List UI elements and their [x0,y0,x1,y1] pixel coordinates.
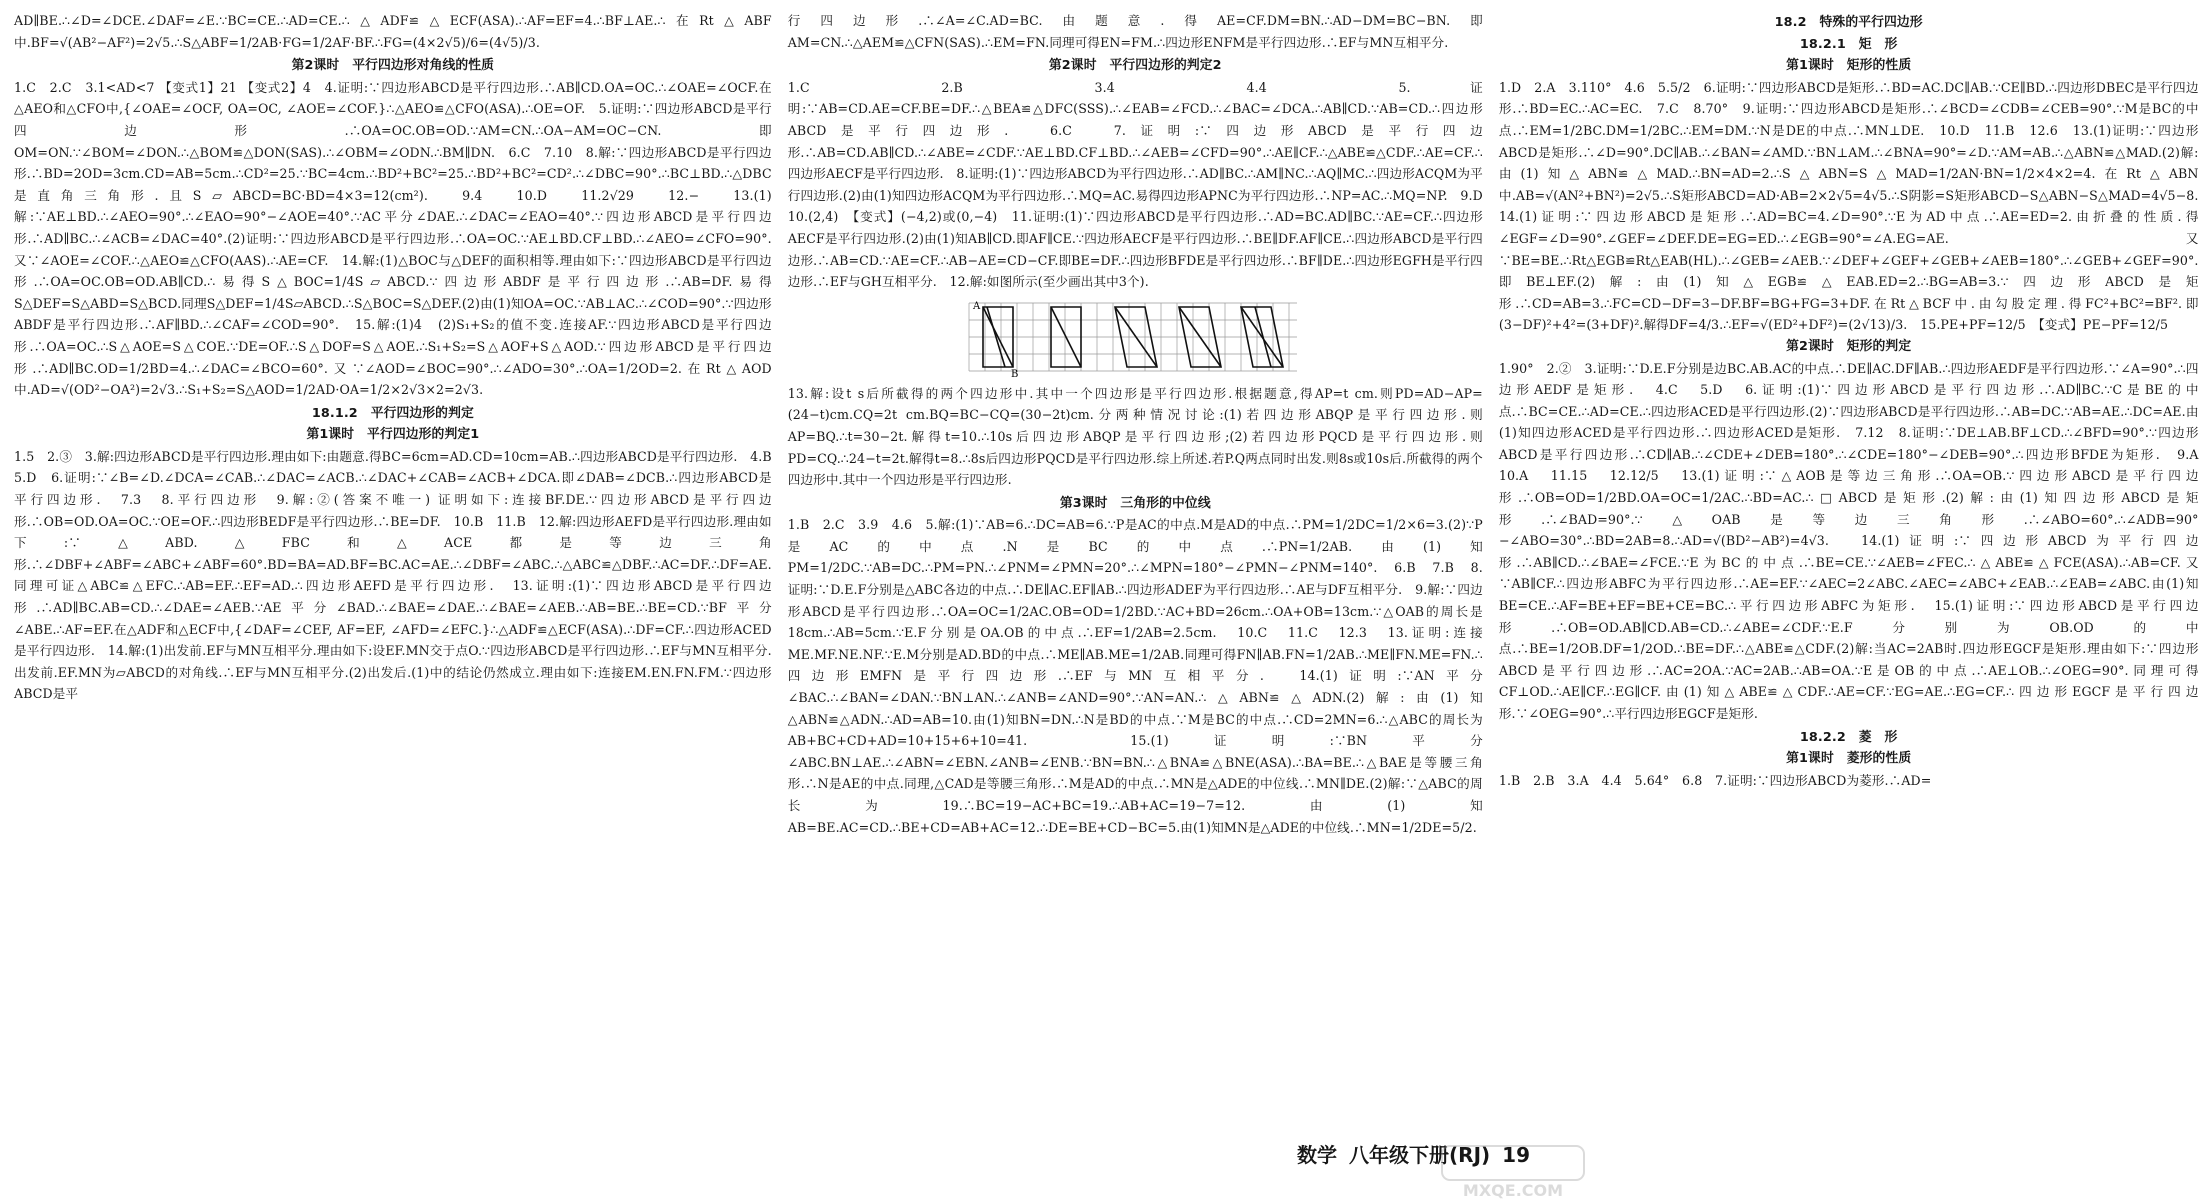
answer-paragraph: 1.C 2.B 3.4 4.4 5.证明:∵AB=CD.AE=CF.BE=DF.∴△BEA≌△DFC(SSS).∴∠EAB=∠FCD.∴∠BAC=∠DCA.∴AB∥CD.∵AB=CD.∴四边形ABCD是平行四边形. 6.C 7.证明:∵四边形ABCD是平行四边形.∴AB=CD.AB∥CD.∴∠ABE=∠CDF.∵AE⊥BD.CF⊥BD.∴∠AEB=∠CFD=90°.∴AE∥CF.∴△ABE≌△CDF.∴AE=CF.∴四边形AECF是平行四边形. 8.证明:(1)∵四边形ABCD为平行四边形.∴AD∥BC.∴AM∥NC.∴AQ∥MC.∴四边形ACQM为平行四边形.(2)由(1)知四边形ACQM为平行四边形.∴MQ=AC.易得四边形APNC为平行四边形.∴NP=AC.∴MQ=NP. 9.D 10.(2,4) 【变式】(−4,2)或(0,−4) 11.证明:(1)∵四边形ABCD是平行四边形.∴AD=BC.AD∥BC.∵AE=CF.∴四边形AECF是平行四边形.(2)由(1)知AB∥CD.即AF∥CE.∵四边形AECF是平行四边形.∴BE∥DF.AF∥CE.∴四边形ABCD是平行四边形.∴AB=CD.∵AE=CF.∴AB−AE=CD−CF.即BE=DF.∴四边形BFDE是平行四边形.∴BF∥DE.∴四边形EGFH是平行四边形.∴EF与GH互相平分. 12.解:如图所示(至少画出其中3个). [787,79,1496,290]
section-heading: 第3课时 三角形的中位线 [1059,495,1211,511]
answer-paragraph: 1.90° 2.② 3.证明:∵D.E.F分别是边BC.AB.AC的中点.∴DE∥AC.DF∥AB.∴四边形AEDF是平行四边形.∵∠A=90°.∴四边形AEDF是矩形. 4.C 5.D 6.证明:(1)∵四边形ABCD是平行四边形.∴AD∥BC.∵C是BE的中点.∴BC=CE.∴AD=CE.∴四边形ACED是平行四边形.(2)∵四边形ABCD是平行四边形.∴AB=DC.∵AB=AE.∴DC=AE.由(1)知四边形ACED是平行四边形.∴四边形ACED是矩形. 7.12 8.证明:∵DE⊥AB.BF⊥CD.∴∠BFD=90°.∵四边形ABCD是平行四边形.∴CD∥AB.∴∠CDE+∠DEB=180°.∴∠CDE=180°−∠DEB=90°.∴四边形BFDE为矩形. 9.A 10.A 11.15 12.12/5 13.(1)证明:∵△AOB是等边三角形.∴OA=OB.∵四边形ABCD是平行四边形.∴OB=OD=1/2BD.OA=OC=1/2AC.∴BD=AC.∴□ABCD是矩形.(2)解:由(1)知四边形ABCD是矩形.∴∠BAD=90°.∵△OAB是等边三角形.∴∠ABO=60°.∴∠ADB=90°−∠ABO=30°.∴BD=2AB=8.∴AD=√(BD²−AB²)=4√3. 14.(1)证明:∵四边形ABCD为平行四边形.∴AB∥CD.∴∠BAE=∠FCE.∵E为BC的中点.∴BE=CE.∵∠AEB=∠FEC.∴△ABE≌△FCE(ASA).∴AB=CF.又∵AB∥CF.∴四边形ABFC为平行四边形.∴AE=EF.∵∠AEC=2∠ABC.∠AEC=∠ABC+∠EAB.∴∠EAB=∠ABC.由(1)知BE=CE.∴AF=BE+EF=BE+CE=BC.∴平行四边形ABFC为矩形. 15.(1)证明:∵四边形ABCD是平行四边形.∴OB=OD.AB∥CD.AB=CD.∴∠ABE=∠CDF.∵E.F分别为OB.OD的中点.∴BE=1/2OB.DF=1/2OD.∴BE=DF.∴△ABE≌△CDF.(2)解:当AC=2AB时.四边形EGCF是矩形.理由如下:∵四边形ABCD是平行四边形.∴AC=2OA.∵AC=2AB.∴AB=OA.∵E是OB的中点.∴AE⊥OB.∴∠OEG=90°.同理可得CF⊥OD.∴AE∥CF.∴EG∥CF.由(1)知△ABE≌△CDF.∴AE=CF.∵EG=AE.∴EG=CF.∴四边形EGCF是平行四边形.∵∠OEG=90°.∴平行四边形EGCF是矩形. [1498,360,2199,721]
column-middle-top [787,10,1496,293]
columns [14,10,2199,1140]
answer-paragraph: 1.B 2.C 3.9 4.6 5.解:(1)∵AB=6.∴DC=AB=6.∵P是AC的中点.M是AD的中点.∴PM=1/2DC=1/2×6=3.(2)∵P是AC的中点.N是BC的中点.∴PN=1/2AB.由(1)知PM=1/2DC.∵AB=DC.∴PM=PN.∴∠PNM=∠PMN=20°.∴∠MPN=180°−∠PMN−∠PNM=140°. 6.B 7.B 8.证明:∵D.E.F分别是△ABC各边的中点.∴DE∥AC.EF∥AB.∴四边形ADEF为平行四边形.∴AE与DF互相平分. 9.解:∵四边形ABCD是平行四边形.∴OA=OC=1/2AC.OB=OD=1/2BD.∵AC+BD=26cm.∴OA+OB=13cm.∵△OAB的周长是18cm.∴AB=5cm.∵E.F分别是OA.OB的中点.∴EF=1/2AB=2.5cm. 10.C 11.C 12.3 13.证明:连接ME.MF.NE.NF.∵E.M分别是AD.BD的中点.∴ME∥AB.ME=1/2AB.同理可得FN∥AB.FN=1/2AB.∴ME∥FN.ME=FN.∴四边形EMFN是平行四边形.∴EF与MN互相平分. 14.(1)证明:∵AN平分∠BAC.∴∠BAN=∠DAN.∵BN⊥AN.∴∠ANB=∠AND=90°.∵AN=AN.∴△ABN≌△ADN.(2)解:由(1)知△ABN≌△ADN.∴AD=AB=10.由(1)知BN=DN.∴N是BD的中点.∵M是BC的中点.∴CD=2MN=6.∴△ABC的周长为AB+BC+CD+AD=10+15+6+10=41. 15.(1)证明:∵BN平分∠ABC.BN⊥AE.∴∠ABN=∠EBN.∠ANB=∠ENB.∵BN=BN.∴△BNA≌△BNE(ASA).∴BA=BE.∴△BAE是等腰三角形.∴N是AE的中点.同理,△CAD是等腰三角形.∴M是AD的中点.∴MN是△ADE的中位线.∴MN∥DE.(2)解:∵△ABC的周长为19.∴BC=19−AC+BC=19.∴AB+AC=19−7=12.由(1)知AB=BE.AC=CD.∴BE+CD=AB+AC=12.∴DE=BE+CD−BC=5.由(1)知MN是△ADE的中位线.∴MN=1/2DE=5/2. [787,517,1483,835]
section-heading: 第2课时 平行四边形对角线的性质 [291,58,495,74]
parallelogram-figure [788,297,1483,380]
column-right [1499,10,2199,1140]
footer-grade: 八年级下册(RJ) [1349,1143,1491,1167]
answer-paragraph: 1.B 2.B 3.A 4.4 5.64° 6.8 7.证明:∵四边形ABCD为菱形.∴AD= [1498,772,1932,788]
watermark-logo [1438,1142,1588,1200]
answer-paragraph: 行四边形.∴∠A=∠C.AD=BC.由题意.得AE=CF.DM=BN.∴AD−DM=BC−BN.即AM=CN.∴△AEM≌△CFN(SAS).∴EM=FN.同理可得EN=FM.∴四边形ENFM是平行四边形.∴EF与MN互相平分. [787,13,1483,50]
figure-label-b: B [1011,368,1019,380]
answer-paragraph: 13.解:设t s后所截得的两个四边形中.其中一个四边形是平行四边形.根据题意,得AP=t cm.则PD=AD−AP=(24−t)cm.CQ=2t cm.BQ=BC−CQ=(30−2t)cm.分两种情况讨论:(1)若四边形ABQP是平行四边形.则AP=BQ.∴t=30−2t.解得t=10.∴10s后四边形ABQP是平行四边形;(2)若四边形PQCD是平行四边形.则PD=CQ.∴24−t=2t.解得t=8.∴8s后四边形PQCD是平行四边形.综上所述.若P.Q两点同时出发.则8s或10s后.所截得的两个四边形中.其中一个四边形是平行四边形. [787,385,1483,488]
grid-drawing [965,297,1305,380]
section-heading: 第1课时 矩形的性质 [1786,58,1912,74]
section-heading: 18.1.2 平行四边形的判定 [311,405,474,421]
column-middle-bottom [788,383,1483,838]
column-left [14,10,785,1140]
section-heading: 第1课时 菱形的性质 [1786,751,1912,767]
watermark-text: MXQE.COM [1462,1181,1564,1200]
page-number: 19 [1502,1143,1530,1167]
answer-paragraph: AD∥BE.∴∠D=∠DCE.∠DAF=∠E.∵BC=CE.∴AD=CE.∴△ADF≌△ECF(ASA).∴AF=EF=4.∴BF⊥AE.∴在Rt△ABF中.BF=√(AB²−AF²)=2√5.∴S△ABF=1/2AB·FG=1/2AF·BF.∴FG=(4×2√5)/6=(4√5)/3. [14,13,772,50]
section-heading: 18.2.1 矩 形 [1799,36,1898,52]
answer-paragraph: 1.D 2.A 3.110° 4.6 5.5/2 6.证明:∵四边形ABCD是矩形.∴BD=AC.DC∥AB.∵CE∥BD.∴四边形DBEC是平行四边形.∴BD=EC.∴AC=EC. 7.C 8.70° 9.证明:∵四边形ABCD是矩形.∴∠BCD=∠CDB=∠CEB=90°.∵M是BC的中点.∴EM=1/2BC.DM=1/2BC.∴EM=DM.∵N是DE的中点.∴MN⊥DE. 10.D 11.B 12.6 13.(1)证明:∵四边形ABCD是矩形.∴∠D=90°.DC∥AB.∴∠BAN=∠AMD.∵BN⊥AM.∴∠BNA=90°=∠D.∵AM=AB.∴△ABN≌△MAD.(2)解:由(1)知△ABN≌△MAD.∴BN=AD=2.∴S△ABN=S△MAD=1/2AN·BN=1/2×4×2=4.在Rt△ABN中.AB=√(AN²+BN²)=2√5.∴S矩形ABCD=AD·AB=2×2√5=4√5.∴S阴影=S矩形ABCD−S△ABN−S△MAD=4√5−8. 14.(1)证明:∵四边形ABCD是矩形.∴AD=BC=4.∠D=90°.∵E为AD中点.∴AE=ED=2.由折叠的性质.得∠EGF=∠D=90°.∠GEF=∠DEF.DE=EG=ED.∴∠EGB=90°=∠A.EG=AE.又∵BE=BE.∴Rt△EGB≌Rt△EAB(HL).∴∠GEB=∠AEB.∵∠DEF+∠GEF+∠GEB+∠AEB=180°.∴∠GEB+∠GEF=90°.即BE⊥EF.(2)解:由(1)知△EGB≌△EAB.ED=2.∴BG=AB=3.∵四边形ABCD是矩形.∴CD=AB=3.∴FC=CD−DF=3−DF.BF=BG+FG=3+DF.在Rt△BCF中.由勾股定理.得FC²+BC²=BF².即(3−DF)²+4²=(3+DF)².解得DF=4/3.∴EF=√(ED²+DF²)=(2√13)/3. 15.PE+PF=12/5 【变式】PE−PF=12/5 [1498,79,2199,333]
section-heading: 18.2 特殊的平行四边形 [1774,15,1923,30]
column-middle [787,10,1496,1140]
section-heading: 第2课时 矩形的判定 [1786,338,1912,354]
figure-label-a: A [973,300,981,312]
answer-paragraph: 1.C 2.C 3.1<AD<7 【变式1】21 【变式2】4 4.证明:∵四边形ABCD是平行四边形.∴AB∥CD.OA=OC.∴∠OAE=∠OCF.在△AEO和△CFO中,{∠OAE=∠OCF, OA=OC, ∠AOE=∠COF.}∴△AEO≌△CFO(ASA).∴OE=OF. 5.证明:∵四边形ABCD是平行四边形.∴OA=OC.OB=OD.∵AM=CN.∴OA−AM=OC−CN.即OM=ON.∵∠BOM=∠DON.∴△BOM≌△DON(SAS).∴∠OBM=∠ODN.∴BM∥DN. 6.C 7.10 8.解:∵四边形ABCD是平行四边形.∴BD=2OD=3cm.CD=AB=5cm.∴CD²=25.∵BC=4cm.∴BD²+BC²=25.∴BD²+BC²=CD².∴∠DBC=90°.∴BC⊥BD.∴△DBC是直角三角形.且S▱ABCD=BC·BD=4×3=12(cm²). 9.4 10.D 11.2√29 12.− 13.(1)解:∵AE⊥BD.∴∠AEO=90°.∴∠EAO=90°−∠AOE=40°.∵AC平分∠DAE.∴∠DAC=∠EAO=40°.∵四边形ABCD是平行四边形.∴AD∥BC.∴∠ACB=∠DAC=40°.(2)证明:∵四边形ABCD是平行四边形.∴OA=OC.∵AE⊥BD.CF⊥BD.∴∠AEO=∠CFO=90°.又∵∠AOE=∠COF.∴△AEO≌△CFO(AAS).∴AE=CF. 14.解:(1)△BOC与△DEF的面积相等.理由如下:∵四边形ABCD是平行四边形.∴OA=OC.OB=OD.AB∥CD.∴易得S△BOC=1/4S▱ABCD.∵四边形ABDF是平行四边形.∴AB=DF.易得S△DEF=S△ABD=S△BCD.同理S△DEF=1/4S▱ABCD.∴S△BOC=S△DEF.(2)由(1)知OA=OC.∵AB⊥AC.∴∠COD=90°.∵四边形ABDF是平行四边形.∴AF∥BD.∴∠CAF=∠COD=90°. 15.解:(1)4 (2)S₁+S₂的值不变.连接AF.∵四边形ABCD是平行四边形.∴OA=OC.∴S△AOE=S△COE.∵DE=OF.∴S△DOF=S△AOE.∴S₁+S₂=S△AOF+S△AOD.∵四边形ABCD是平行四边形.∴AD∥BC.OD=1/2BD=4.∴∠DAC=∠BCO=60°.又∵∠AOD=∠BOC=90°.∴∠ADO=30°.∴OA=1/2OD=2.在Rt△AOD中.AD=√(OD²−OA²)=2√3.∴S₁+S₂=S△AOD=1/2AD·OA=1/2×2√3×2=2√3. [14,79,772,398]
section-heading: 第1课时 平行四边形的判定1 [306,427,480,443]
section-heading: 18.2.2 菱 形 [1799,729,1898,745]
footer-subject: 数学 [1297,1143,1338,1167]
section-heading: 第2课时 平行四边形的判定2 [1048,58,1222,74]
answer-paragraph: 1.5 2.③ 3.解:四边形ABCD是平行四边形.理由如下:由题意.得BC=6cm=AD.CD=10cm=AB.∴四边形ABCD是平行四边形. 4.B 5.D 6.证明:∵∠B=∠D.∠DCA=∠CAB.∴∠DAC=∠ACB.∴∠DAC+∠CAB=∠ACB+∠DCA.即∠DAB=∠DCB.∴四边形ABCD是平行四边形. 7.3 8.平行四边形 9.解:②(答案不唯一) 证明如下:连接BF.DE.∵四边形ABCD是平行四边形.∴OB=OD.OA=OC.∵OE=OF.∴四边形BEDF是平行四边形.∴BE=DF. 10.B 11.B 12.解:四边形AEFD是平行四边形.理由如下:∵△ABD.△FBC和△ACE都是等边三角形.∴∠DBF+∠ABF=∠ABC+∠ABF=60°.BD=BA=AD.BF=BC.AC=AE.∴∠DBF=∠ABC.∴△ABC≌△DBF.∴AC=DF.∴DF=AE.同理可证△ABC≌△EFC.∴AB=EF.∴EF=AD.∴四边形AEFD是平行四边形. 13.证明:(1)∵四边形ABCD是平行四边形.∴AD∥BC.AB=CD.∴∠DAE=∠AEB.∵AE平分∠BAD.∴∠BAE=∠DAE.∴∠BAE=∠AEB.∴AB=BE.∴BE=CD.∵BF平分∠ABE.∴AF=EF.在△ADF和△ECF中,{∠DAF=∠CEF, AF=EF, ∠AFD=∠EFC.}∴△ADF≌△ECF(ASA).∴DF=CF.∴四边形ACED是平行四边形. 14.解:(1)出发前.EF与MN互相平分.理由如下:设EF.MN交于点O.∵四边形ABCD是平行四边形.∴EF与MN互相平分.出发前.EF.MN为▱ABCD的对角线.∴EF与MN互相平分.(2)出发后.(1)中的结论仍然成立.理由如下:连接EM.EN.FN.FM.∵四边形ABCD是平 [14,448,785,702]
